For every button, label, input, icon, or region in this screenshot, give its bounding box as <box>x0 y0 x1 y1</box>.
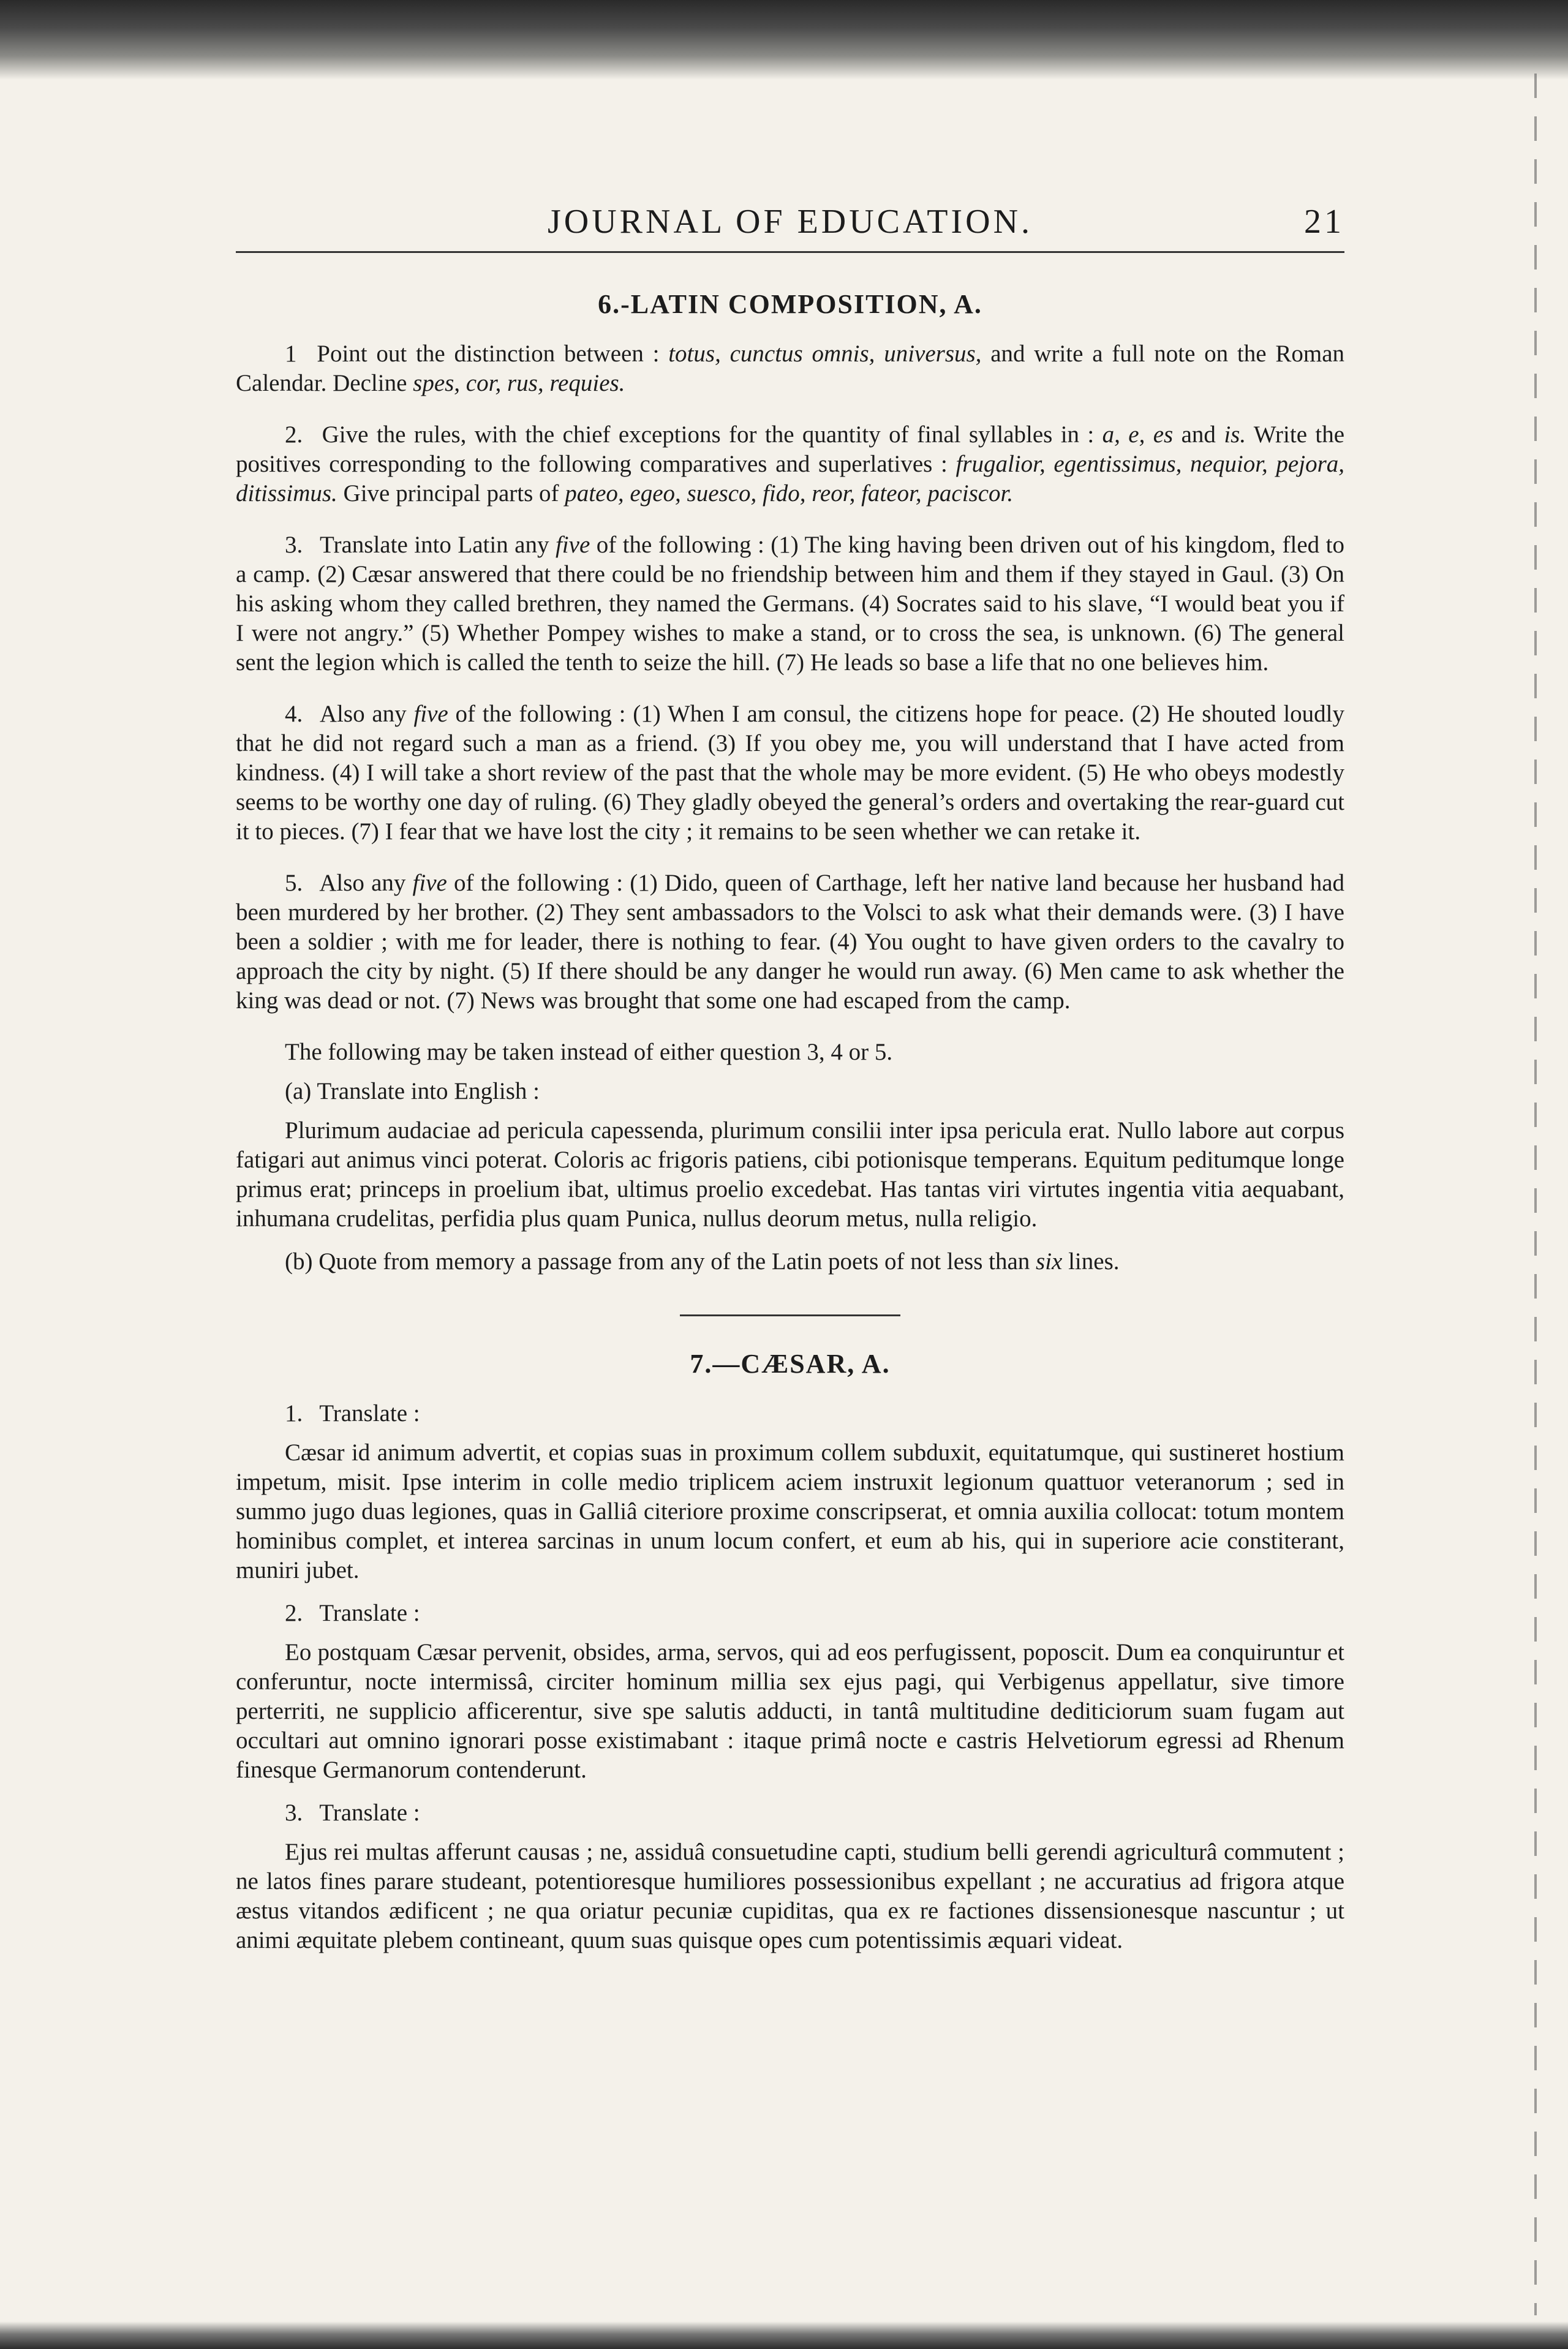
caesar-passage-1: Cæsar id animum advertit, et copias suas in proximum collem subduxit, equitatumque, qui sustineret hostium impetum, misit. Ipse interim in colle medio triplicem aciem instruxit legionum quattuor veteranorum ; sed in summo jugo duas legiones, quas in Galliâ citeriore proxime conscripserat, et omnia auxilia collocat: totum montem hominibus complet, et interea sarcinas in unum locum confert, et eum ab his, qui in superiore acie constiterant, muniri jubet. <box>236 1439 1344 1583</box>
question-text: Also any <box>319 870 406 896</box>
scan-edge-top <box>0 0 1568 80</box>
question-text: and write a full note on the Roman Calendar. Decline <box>236 341 1344 396</box>
latin-words: is. <box>1224 421 1246 448</box>
question-text: of the following : (1) When I am consul, the citizens hope for peace. (2) He shouted loudly that he did not regard such a man as a friend. (3) If you obey me, you will understand that I have acted from kindness. (4) I will take a short review of the past that the whole may be more evident. (5) He who obeys modestly seems to be worthy one day of ruling. (6) They gladly obeyed the general’s orders and overtaking the rear-guard cut it to pieces. (7) I fear that we have lost the city ; it remains to be seen whether we can retake it. <box>236 701 1344 845</box>
latin-words: spes, cor, rus, requies. <box>413 370 625 396</box>
question-number: 2. <box>285 421 303 448</box>
question-number: 5. <box>285 870 303 896</box>
emphasis-five: five <box>412 870 447 896</box>
question-text: Point out the distinction between : <box>317 341 660 367</box>
alternative-intro: The following may be taken instead of either question 3, 4 or 5. <box>285 1039 893 1065</box>
scan-edge-right <box>1534 74 1537 2315</box>
question-number: 2. <box>285 1600 303 1626</box>
latin-words: pateo, egeo, suesco, fido, reor, fateor, paciscor. <box>565 480 1014 507</box>
question-2 <box>236 420 1344 508</box>
part-label: (b) <box>285 1248 313 1275</box>
question-text: of the following : (1) Dido, queen of Carthage, left her native land because her husband had been murdered by her brother. (2) They sent ambassadors to the Volsci to ask what their demands were. (3) I have been a soldier ; with me for leader, there is nothing to fear. (4) You ought to have given orders to the cavalry to approach the city by night. (5) If there should be any danger he would run away. (6) Men came to ask whether the king was dead or not. (7) News was brought that some one had escaped from the camp. <box>236 870 1345 1014</box>
caesar-passage-3: Ejus rei multas afferunt causas ; ne, assiduâ consuetudine capti, studium belli gerendi agriculturâ commutent ; ne latos fines parare studeant, potentioresque humiliores possessionibus expellant ; ne accuratius ad frigora atque æstus vitandos ædificent ; ne qua oriatur pecuniæ cupiditas, qua ex re factiones dissensionesque nascuntur ; ut animi æquitate plebem contineant, quum suas quisque opes cum potentissimis æquari videat. <box>236 1839 1344 1953</box>
question-text: Also any <box>319 701 407 727</box>
question-text: Translate : <box>319 1800 420 1826</box>
scan-edge-bottom <box>0 2321 1568 2349</box>
page-content <box>236 184 1344 1969</box>
section-heading-latin-composition: 6.-LATIN COMPOSITION, A. <box>598 289 982 319</box>
section-heading-caesar: 7.—CÆSAR, A. <box>690 1349 891 1379</box>
part-label: (a) <box>285 1078 312 1104</box>
question-1 <box>236 339 1344 398</box>
caesar-question-1-label <box>236 1399 1344 1428</box>
question-text: of the following : (1) The king having been driven out of his kingdom, fled to a camp. (2) Cæsar answered that there could be no friendship between him and them if they stayed in Gaul. (3) On his asking whom they called brethren, they named the Germans. (4) Socrates said to his slave, “I would beat you if I were not angry.” (5) Whether Pompey wishes to make a stand, or to cross the sea, is unknown. (6) The general sent the legion which is called the tenth to seize the hill. (7) He leads so base a life that no one believes him. <box>236 532 1344 676</box>
question-text: Translate : <box>319 1600 420 1626</box>
emphasis-five: five <box>413 701 448 727</box>
latin-passage: Plurimum audaciae ad pericula capessenda, plurimum consilii inter ipsa pericula erat. Nullo labore aut corpus fatigari aut animus vinci poterat. Coloris ac frigoris patiens, cibi potionisque temperans. Equitum peditumque longe primus erat; princeps in proelium ibat, ultimus proelio excedebat. Has tantas viri virtutes ingentia vitia aequabant, inhumana crudelitas, perfidia plus quam Punica, nullus deorum metus, nulla religio. <box>236 1117 1344 1232</box>
part-text: Quote from memory a passage from any of the Latin poets of not less than <box>318 1248 1030 1275</box>
question-number: 3. <box>285 532 303 558</box>
alternative-part-b <box>236 1247 1344 1276</box>
question-text: Translate into Latin any <box>320 532 549 558</box>
alternative-part-a <box>236 1077 1344 1106</box>
part-text: lines. <box>1068 1248 1120 1275</box>
caesar-passage-2: Eo postquam Cæsar pervenit, obsides, arma, servos, qui ad eos perfugissent, poposcit. Dum ea conquiruntur et conferuntur, nocte intermissâ, circiter hominum millia sex ejus pagi, qui Verbigenus appellatur, sive timore perterriti, ne supplicio afficerentur, sive spe salutis adducti, in tantâ multitudine dediticiorum suam fugam aut occultari aut omnino ignorari posse existimabant : itaque primâ nocte e castris Helvetiorum egressi ad Rhenum finesque Germanorum contenderunt. <box>236 1639 1344 1783</box>
emphasis-five: five <box>555 532 590 558</box>
question-5 <box>236 869 1344 1016</box>
question-3 <box>236 530 1344 677</box>
question-text: and <box>1181 421 1216 448</box>
latin-words: totus, cunctus omnis, universus, <box>668 341 982 367</box>
question-number: 1. <box>285 1400 303 1427</box>
question-text: Give the rules, with the chief exceptions for the quantity of final syllables in : <box>322 421 1095 448</box>
header-rule <box>236 251 1344 253</box>
emphasis-six: six <box>1036 1248 1063 1275</box>
question-text: Write the positives corresponding to the following comparatives and superlatives : <box>236 421 1345 477</box>
caesar-question-3-label <box>236 1798 1344 1828</box>
question-text: Translate : <box>319 1400 420 1427</box>
question-number: 1 <box>285 341 297 367</box>
running-head <box>236 184 1344 251</box>
latin-words: frugalior, egentissimus, nequior, pejora, ditissimus. <box>236 451 1345 507</box>
caesar-question-2-label <box>236 1599 1344 1628</box>
page-number: 21 <box>1304 203 1344 241</box>
part-text: Translate into English : <box>317 1078 540 1104</box>
question-4 <box>236 699 1344 846</box>
section-divider <box>680 1314 900 1316</box>
journal-title: JOURNAL OF EDUCATION. <box>547 203 1033 241</box>
question-text: Give principal parts of <box>343 480 559 507</box>
question-number: 4. <box>285 701 303 727</box>
question-number: 3. <box>285 1800 303 1826</box>
latin-words: a, e, es <box>1102 421 1174 448</box>
